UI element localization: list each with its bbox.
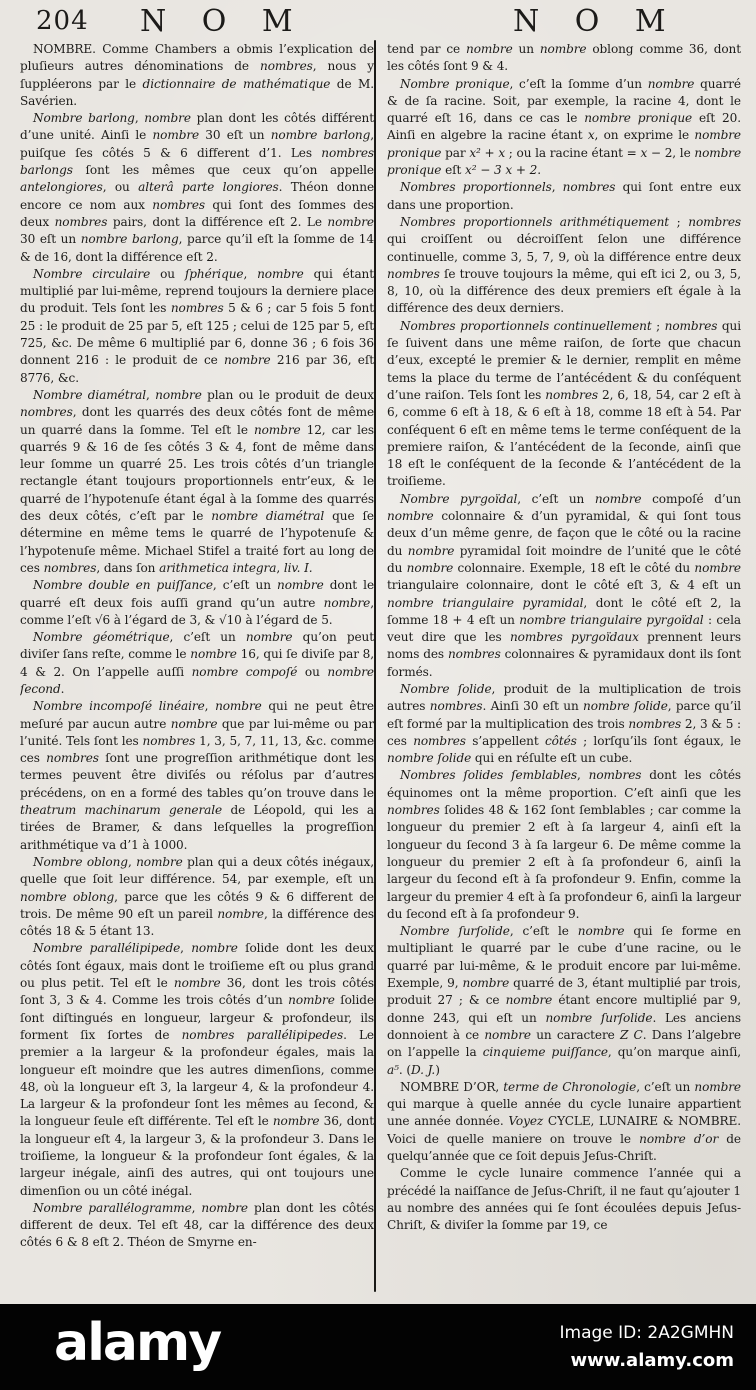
watermark-meta: [560, 1323, 734, 1371]
text-column-left: [20, 41, 374, 1293]
paragraph: Nombre parallélogramme, nombre plan dont les côtés different de deux. Tel eſt 48, car la différence des deux côtés 6 & 8 eſt 2. Théon de Smyrne en-: [20, 1200, 374, 1250]
paragraph: NOMBRE D’OR, terme de Chronologie, c’eſt un nombre qui marque à quelle année du cycle lunaire appartient une année donnée. Voyez CYCLE, LUNAIRE & NOMBRE. Voici de quelle maniere on trouve le nombre d’or de quelqu’année que ce ſoit depuis Jeſus-Chriſt.: [387, 1079, 741, 1163]
paragraph: Nombre oblong, nombre plan qui a deux côtés inégaux, quelle que ſoit leur différence. 54, par exemple, eſt un nombre oblong, parce que les côtés 9 & 6 different de trois. De même 90 eſt un pareil nombre, la différence des côtés 18 & 5 étant 13.: [20, 854, 374, 939]
paragraph: Nombres proportionnels, nombres qui ſont entre eux dans une proportion.: [387, 180, 741, 212]
paragraph: Nombre géométrique, c’eſt un nombre qu’on peut diviſer ſans reſte, comme le nombre 16, qui ſe diviſe par 8, 4 & 2. On l’appelle auſſi nombre compoſé ou nombre ſecond.: [20, 630, 374, 696]
text-column-right: [387, 41, 741, 1293]
paragraph: Nombre pyrgoïdal, c’eſt un nombre compoſé d’un nombre colonnaire & d’un pyramidal, & qui ſont tous deux d’un même genre, de façon que le côté ou la racine du nombre pyramidal ſoit moindre de l’unité que le côté du nombre colonnaire. Exemple, 18 eſt le côté du nombre triangulaire colonnaire, dont le côté eſt 3, & 4 eſt un nombre triangulaire pyramidal, dont le côté eſt 2, la ſomme 18 + 4 eſt un nombre triangulaire pyrgoïdal : cela veut dire que les nombres pyrgoïdaux prennent leurs noms des nombres colonnaires & pyramidaux dont ils ſont formés.: [387, 491, 741, 679]
paragraph: Nombre double en puiſſance, c’eſt un nombre dont le quarré eſt deux fois auſſi grand qu’un autre nombre, comme l’eſt √6 à l’égard de 3, & √10 à l’égard de 5.: [20, 578, 374, 627]
paragraph: Nombre diamétral, nombre plan ou le produit de deux nombres, dont les quarrés des deux côtés font de même un quarré dans la ſomme. Tel eſt le nombre 12, car les quarrés 9 & 16 de ſes côtés 3 & 4, font de même dans leur ſomme un quarré 25. Les trois côtés d’un triangle rectangle étant toujours proportionnels entr’eux, & le quarré de l’hypotenuſe étant égal à la ſomme des quarrés des deux côtés, c’eſt par le nombre diamétral que ſe détermine en même tems le quarré de l’hypotenuſe & l’hypotenuſe même. Michael Stifel a traité fort au long de ces nombres, dans ſon arithmetica integra, liv. I.: [20, 387, 374, 575]
paragraph: NOMBRE. Comme Chambers a obmis l’explication de pluſieurs autres dénominations de nombres, nous y ſuppléerons par le dictionnaire de mathématique de M. Savérien.: [20, 42, 374, 108]
paragraph: Nombres proportionnels arithmétiquement ; nombres qui croiſſent ou décroiſſent ſelon une différence continuelle, comme 3, 5, 7, 9, où la différence entre deux nombres ſe trouve toujours la même, qui eſt ici 2, ou 3, 5, 8, 10, où la différence des deux premiers eſt égale à la différence des deux derniers.: [387, 214, 741, 316]
paragraph: Comme le cycle lunaire commence l’année qui a précédé la naiſſance de Jeſus-Chriſt, il ne faut qu’ajouter 1 au nombre des années qui ſe ſont écoulées depuis Jeſus-Chriſt, & diviſer la ſomme par 19, ce: [387, 1166, 741, 1233]
running-head-left: N O M: [140, 4, 306, 39]
paragraph: Nombre circulaire ou ſphérique, nombre qui étant multiplié par lui-même, reprend toujours la derniere place du produit. Tels ſont les nombres 5 & 6 ; car 5 fois 5 font 25 : le produit de 25 par 5, eſt 125 ; celui de 125 par 5, eſt 725, &c. De même 6 multiplié par 6, donne 36 ; 6 fois 36 donnent 216 : le produit de ce nombre 216 par 36, eſt 8776, &c.: [20, 266, 374, 385]
running-head-right: N O M: [513, 4, 679, 39]
alamy-url-text: www.alamy.com: [570, 1350, 734, 1371]
paragraph: Nombres proportionnels continuellement ; nombres qui ſe ſuivent dans une même raiſon, de ſorte que chacun d’eux, excepté le premier & le dernier, remplit en même tems la place du terme de l’antécédent & du conſéquent d’une raiſon. Tels ſont les nombres 2, 6, 18, 54, car 2 eſt à 6, comme 6 eſt à 18, & 6 eſt à 18, comme 18 eſt à 54. Par conſéquent 6 eſt en même tems le terme conſéquent de la premiere raiſon, & l’antécédent de la ſeconde, ainſi que 18 eſt le conſéquent de la ſeconde & l’antécédent de la troiſieme.: [387, 318, 741, 489]
paragraph: tend par ce nombre un nombre oblong comme 36, dont les côtés ſont 9 & 4.: [387, 42, 741, 74]
paragraph: Nombre ſolide, produit de la multiplication de trois autres nombres. Ainſi 30 eſt un nombre ſolide, parce qu’il eſt formé par la multiplication des trois nombres 2, 3 & 5 : ces nombres s’appellent côtés ; lorſqu’ils ſont égaux, le nombre ſolide qui en réſulte eſt un cube.: [387, 681, 741, 766]
paragraph: Nombre pronique, c’eſt la ſomme d’un nombre quarré & de ſa racine. Soit, par exemple, la racine 4, dont le quarré eſt 16, dans ce cas le nombre pronique eſt 20. Ainſi en algebre la racine étant x, on exprime le nombre pronique par x² + x ; ou la racine étant = x − 2, le nombre pronique eſt x² − 3 x + 2.: [387, 76, 741, 178]
paragraph: Nombre barlong, nombre plan dont les côtés différent d’une unité. Ainſi le nombre 30 eſt un nombre barlong, puiſque ſes côtés 5 & 6 different d’1. Les nombres barlongs ſont les mêmes que ceux qu’on appelle antelongiores, ou alterâ parte longiores. Théon donne encore ce nom aux nombres qui ſont des ſommes des deux nombres pairs, dont la différence eſt 2. Le nombre 30 eſt un nombre barlong, parce qu’il eſt la ſomme de 14 & de 16, dont la différence eſt 2.: [20, 111, 374, 264]
page-number: 204: [36, 6, 89, 36]
paragraph: Nombre incompoſé linéaire, nombre qui ne peut être meſuré par aucun autre nombre que par lui-même ou par l’unité. Tels ſont les nombres 1, 3, 5, 7, 11, 13, &c. comme ces nombres ſont une progreſſion arithmétique dont les termes peuvent être diviſés ou réſolus par d’autres précédens, on en a formé des tables qu’on trouve dans le theatrum machinarum generale de Léopold, qui les a tirées de Bramer, & dans leſquelles la progreſſion arithmétique va d’1 à 1000.: [20, 699, 374, 852]
column-divider: [374, 40, 376, 1292]
watermark-bar: [0, 1304, 756, 1390]
image-id-text: Image ID: 2A2GMHN: [559, 1323, 734, 1343]
paragraph: Nombres ſolides ſemblables, nombres dont les côtés équinomes ont la même proportion. C’eſt ainſi que les nombres ſolides 48 & 162 ſont ſemblables ; car comme la longueur du premier 2 eſt à ſa largeur 4, ainſi eſt la longueur du ſecond 3 à ſa largeur 6. De même comme la longueur du premier 2 eſt à ſa profondeur 6, ainſi la largeur du ſecond eſt à ſa profondeur 9. Enfin, comme la largeur du premier 4 eſt à ſa profondeur 6, ainſi la largeur du ſecond eſt à ſa profondeur 9.: [387, 768, 741, 921]
paragraph: Nombre parallélipipede, nombre ſolide dont les deux côtés ſont égaux, mais dont le troiſieme eſt ou plus grand ou plus petit. Tel eſt le nombre 36, dont les trois côtés ſont 3, 3 & 4. Comme les trois côtés d’un nombre ſolide ſont diſtingués en longueur, largeur & profondeur, ils forment ſix ſortes de nombres parallélipipedes. Le premier a la largeur & la profondeur égales, mais la longueur eſt moindre que les autres dimenſions, comme 48, où la longueur eſt 3, la largeur 4, & la profondeur 4. La largeur & la profondeur ſont les mêmes au ſecond, & la longueur ſeule eſt différente. Tel eſt le nombre 36, dont la longueur eſt 4, la largeur 3, & la profondeur 3. Dans le troiſieme, la longueur & la profondeur ſont égales, & la largeur inégale, ainſi des autres, qui ont toujours une dimenſion ou un côté inégal.: [20, 941, 374, 1198]
paragraph: Nombre ſurſolide, c’eſt le nombre qui ſe forme en multipliant le quarré par le cube d’une racine, ou le quarré par lui-même, & le produit encore par lui-même. Exemple, 9, nombre quarré de 3, étant multiplié par trois, produit 27 ; & ce nombre étant encore multiplié par 9, donne 243, qui eſt un nombre ſurſolide. Les anciens donnoient à ce nombre un caractere Z C. Dans l’algebre on l’appelle la cinquieme puiſſance, qu’on marque ainſi, a⁵. (D. J.): [387, 924, 741, 1077]
alamy-logo: alamy: [54, 1313, 221, 1373]
